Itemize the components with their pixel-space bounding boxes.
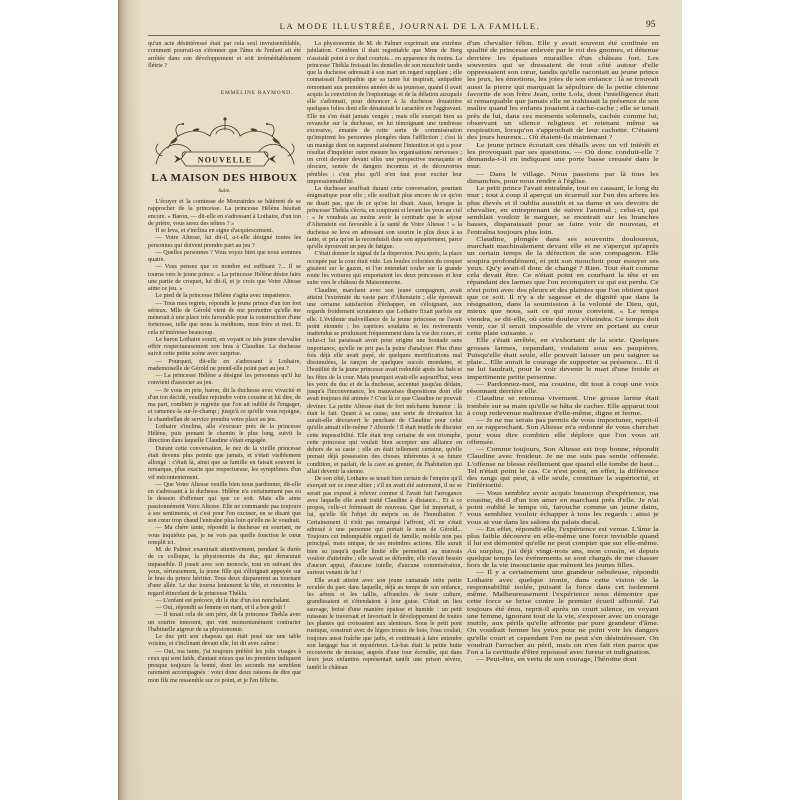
paragraph: — Pardonnez-moi, ma cousine, dit tout à coup une voix résonnant derrière elle.	[467, 380, 659, 395]
story-subtitle: Suite.	[218, 188, 231, 194]
column-1-text	[148, 198, 301, 796]
nouvelle-banner-ornament	[150, 114, 300, 170]
paragraph: — Vous semblez avoir acquis beaucoup d'expérience, ma cousine, dit-il d'un ton amer en marchant près d'elle. Je n'ai point oublié le temps où, farouche comme un jeune daim, vous sembliez vouloir échapper à tous les regards : ainsi je vous ai vue dans les salons du palais ducal.	[467, 489, 659, 526]
paragraph: M. de Palmer examinait attentivement, pendant la durée de ce colloque, la physionomie du duc, qui demeurait impassible. Il jouait avec son monocle, tout en suivant des yeux, sérieusement, la jeune fille qui s'éloignait appuyée sur le bras du prince héritier. Tous deux disparurent au tournant d'une allée. Le duc tourna lentement la tête, et rencontra le regard étincelant de la princesse Thékla.	[148, 546, 301, 597]
paragraph: De son côté, Lothaire se tenait bien certain de l'empire qu'il exerçait sur ce cœur altier ; s'il en avait été autrement, il ne se serait pas exposé à relever comme il l'avait fait l'arrogance avec laquelle elle avait traité Claudine à distance... Et à ce propos, celle-ci frémissait de nouveau. Que lui importait, à lui, qu'elle fût l'objet du mépris ou de l'humiliation ? Certainement il n'eût pas remarqué l'affront, s'il ne s'était adressé à une personne qui portait le nom de Gérold... Toujours cet indomptable orgueil de famille, mobile non pas principal, mais unique, de ses moindres actions. Elle aurait bien su jusqu'à quelle limite elle permettait au mauvais vouloir d'atteindre ; elle savait se défendre, elle n'avait besoin d'aucun appui, d'aucune tutelle, d'aucune commisération, surtout venant de lui !	[307, 475, 462, 577]
paragraph: — Ma chère tante, répondit la duchesse en souriant, ne vous inquiétez pas, je ne vois pas quelle fonction le cœur remplit ici.	[148, 524, 301, 546]
paragraph: Lothaire s'inclina, alla s'excuser près de la princesse Hélène, puis prenant le chemin le plus long, suivit la direction dans laquelle Claudine s'était engagée.	[148, 422, 301, 445]
paragraph: qu'un acte désintéressé était par cela seul invraisemblable, comment pourrait-on s'étonner que l'âme de l'enfant ait été arrêtée dans son développement et soit irrémédiablement flétrie ?	[148, 40, 301, 69]
paragraph: Il se leva, et s'inclina en signe d'acquiescement.	[155, 227, 273, 234]
paragraph: — Je vous en prie, baron, dit la duchesse avec vivacité et d'un ton décidé, veuillez rejoindre votre cousine et lui dire, de ma part, combien je regrette que l'on ait oublié de l'engager, et ramenez-la sur-le-champ ; jusqu'à ce qu'elle vous rejoigne, le chambellan de service prendra votre place au jeu.	[148, 386, 301, 423]
paragraph: — Que Votre Altesse veuille bien nous pardonner, dit-elle en s'adressant à la duchesse. Hélène n'a certainement pas eu le dessein d'offenser qui que ce soit. Mais elle aime passionnément Votre Altesse. Elle ne commande pas toujours à ses sentiments, et c'est pour l'en excuser, en se disant que son cœur trop chaud l'entraîne plus loin qu'elle ne le voudrait.	[148, 480, 301, 524]
column-2-text	[307, 40, 462, 796]
paragraph: Claudine se retourna vivement. Une grosse larme était tombée sur sa main qu'elle se hâta de cacher. Elle apparut tout à coup redevenue maîtresse d'elle-même, digne et ferme.	[467, 395, 659, 417]
banner-label: NOUVELLE	[197, 155, 253, 165]
paragraph: — Je ne me serais pas permis de vous importuner, reprit-il en se rapprochant. Son Altesse m'a ordonné de vous chercher pour vous dire combien elle déplore que l'on vous ait offensée.	[467, 417, 659, 446]
paragraph: — Pourquoi, dit-elle en s'adressant à Lothaire, mademoiselle de Gérold ne prend-elle point part au jeu ?	[148, 357, 301, 372]
paragraph: — Dans le village. Nous passions par là tous les dimanches, pour nous rendre à l'église.	[467, 170, 659, 185]
paragraph: Le jeune prince écoutait ces détails avec un vif intérêt et les provoquait par ses questions. — Où donc conduit-elle ? demanda-t-il en indiquant une porte basse creusée dans le mur.	[467, 141, 659, 171]
paragraph: Le duc prit son chapeau qui était posé sur une table voisine, et s'inclinant devant elle, lui dit avec calme :	[148, 633, 301, 648]
paragraph: Claudine, marchant avec son jeune compagnon, avait atteint l'extrémité du vaste parc d'Altenstein ; elle éprouvait une certaine satisfaction d'échapper, en s'éloignant, aux regards froidement scrutateurs que Lothaire fixait parfois sur elle. L'évidente malveillance de la jeune princesse ne l'avait point étonnée ; les caprices soudains et les revirements inattendus se produisent fréquemment dans la vie des cours, et celui-ci lui paraissait avoir pour origine une boutade sans importance, qu'elle ne prit pas la peine d'analyser. Plus d'une fois déjà elle avait payé, de quelques mortifications mal dissimulées, la rançon de quelques succès mondains, et l'hostilité de la jeune princesse avait redoublé après les bals et les fêtes de la cour. Mais pourquoi avait-elle aujourd'hui, sous les yeux du duc et de la duchesse, accentué jusqu'au dédain, jusqu'à l'inconvenance, les mauvaises dispositions dont elle avait toujours été animée ? C'est là ce que Claudine ne pouvait deviner. La petite Altesse était de fort méchante humeur : là était le fait. Quant à sa cause, une sorte de divination lui aurait-elle découvert le penchant de Claudine pour celui qu'elle aimait elle-même ? Absurde ! Il était inutile de discuter cette impossibilité. Elle était trop certaine de son triomphe, cette princesse qui voulait bien accepter une alliance en dehors de sa caste ; elle en était tellement certaine, qu'elle prenait déjà possession des choses inhérentes à sa future condition, et parlait, de la cave au grenier, de l'habitation qui allait devenir la sienne.	[307, 286, 462, 475]
page-number: 95	[646, 20, 656, 30]
paragraph: — Peut-être, en vertu de son courage, l'héroïne dont	[476, 656, 637, 664]
paragraph: — Oui, ma tante, j'ai toujours préféré les jolis visages à ceux qui sont laids, d'autant mieux que les premiers indiquent presque toujours la bonté, dont les seconds me semblent rarement accompagnés : voici donc deux raisons de dire que mon fils me ressemble sur ce point, et je l'en félicite.	[148, 647, 301, 684]
paragraph: — Il tenait cela de son père, dit la princesse Thékla avec un sourire innocent, qui vint momentanément contrarier l'habituelle aigreur de sa physionomie.	[148, 611, 301, 633]
header-rule	[148, 35, 660, 36]
paragraph: — La princesse Hélène a désigné les personnes qu'il lui convient d'associer au jeu.	[148, 372, 301, 387]
paragraph: — Quelles personnes ? Vous voyez bien que nous sommes quatre.	[148, 248, 301, 263]
column-1-intro	[148, 40, 301, 69]
page-gutter-shadow	[118, 0, 144, 800]
column-3-text	[467, 40, 659, 796]
paragraph: — Oui, répondit sa femme en riant, et il a bon goût !	[155, 604, 286, 611]
paragraph: Durant cette conversation, le nez de la vieille princesse était devenu plus pointu que jamais, et s'était visiblement allongé : c'était là, ainsi que sa famille en faisait souvent la remarque, plus exacte que respectueuse, les symptômes d'un vif mécontentement.	[148, 444, 301, 481]
paragraph: La physionomie de M. de Palmer exprimait une extrême jubilation. Combien il était regrettable que Mme de Berg n'assistât point à ce duel courtois... en apparence du moins. La princesse Thékla froissait les dentelles de son mouchoir tandis que la duchesse adressait à son mari un regard suppliant ; elle connaissait l'antipathie que sa tante lui inspirait, antipathie remontant aux premières années de sa jeunesse, quand il avait acquis la conviction de l'espionnage et de la délation auxquels elle s'adonnait, pour dénoncer à la duchesse douairière quelques folies dont elle dénaturait le caractère en l'aggravant. Elle ne s'en était jamais vengée ; mais elle exerçait bien sa revanche sur la duchesse, en lui témoignant une tendresse excessive, émanée de cette sorte de commisération qu'inspirent les personnes plongées dans l'affliction ; c'est là un manège dont on surprend aisément l'intention et qui a pour résultat d'inquiéter outre mesure les organisations nerveuses ; on croit deviner devant elles une perspective menaçante et obscure, semée de dangers inconnus et de découvertes pénibles : c'est plus qu'il n'en faut pour exciter leur impressionnabilité.	[307, 40, 462, 185]
paragraph: — Il y a certainement une grandeur nébuleuse, répondit Lothaire avec quelque ironie, dans cette vision de la responsabilité isolée, puisant la force dans cet isolement même. Malheureusement l'expérience nous démontre que cette force se brise contre le premier écueil affronté. J'ai toujours été ému, reprit-il après un court silence, en voyant une femme, ignorant tout de la vie, s'exposer avec un courage inutile, aux périls qu'elle affronte par pure grandeur d'âme. On voudrait fermer les yeux pour ne point voir les dangers qu'elle court et cependant l'on ne peut s'en désintéresser. On voudrait l'arracher au péril, mais on n'en fait rien parce que l'on a la certitude d'être repoussé avec fureur et indignation.	[467, 569, 659, 656]
author-signature: EMMELINE RAYMOND.	[220, 90, 293, 96]
paragraph: Le pied de la princesse Hélène s'agita avec impatience.	[155, 292, 292, 300]
running-header-title: LA MODE ILLUSTRÉE, JOURNAL DE LA FAMILLE.	[279, 21, 541, 31]
paragraph: d'un chevalier félon. Elle y avait souvent été confinée en qualité de princesse enlevée par le roi des gnomes, et détenue derrière les épaisses murailles d'un château fort. Les souvenirs qui se dressaient de tout côté autour d'elle oppressaient son cœur, tandis qu'elle racontait au jeune prince les jeux, les émotions, les joies de son enfance : là se trouvait aussi la pierre qui marquait la sépulture de la petite chienne favorite de son frère Jean, cette Lola, dont l'intelligence était si remarquable que jamais elle ne trahissait la présence de son maître quand les enfants jouaient à cache-cache ; elle se tenait près de lui, dans ces moments solennels, cachée comme lui, observant un silence religieux et retenant même sa respiration, lorsqu'on s'approchait de leur cachette. C'étaient des jours heureux... Où étaient-ils maintenant ?	[467, 40, 659, 142]
paragraph: — En effet, répondit-elle, l'expérience est venue. L'âme la plus faible découvre en elle-même une force invisible quand il lui est démontré qu'elle ne peut compter que sur elle-même. Au surplus, j'ai déjà vingt-trois ans, mon cousin, et depuis quelque temps les événements se sont chargés de me chasser hors de la vie insouciante que mènent les jeunes filles.	[467, 525, 659, 569]
story-title: LA MAISON DES HIBOUX	[151, 172, 298, 184]
paragraph: Elle s'était arrêtée, en s'exhortant de la sorte. Quelques grosses larmes, cependant, roulaient sous ses paupières. Puisqu'elle était seule, elle pouvait laisser un peu saigner sa plaie... Elle aurait le courage de supporter sa présence... Et il ne lui faudrait, pour le voir devenir le mari d'une froide et impertinente petite personne.	[467, 337, 659, 381]
paragraph: Le baron Lothaire sourit, en voyant ce très jeune chevalier offrir respectueusement son bras à Claudine. La duchesse suivit cette petite scène avec surprise.	[148, 335, 301, 358]
paragraph: — Tous mes regrets, répondit le jeune prince d'un ton fort sérieux. Mlle de Gérold vient de me promettre qu'elle me mènerait à une place très favorable pour la construction d'une forteresse, telle que nous la méditons, mon frère et moi. Et cela m'intéresse beaucoup.	[148, 299, 301, 336]
paragraph: La duchesse souffrait durant cette conversation, pourtant énigmatique pour elle ; elle souffrait plus encore de ce qu'on ne disait pas, que de ce qu'on lui disait. Aussi, lorsque la princesse Thékla s'écria, en soupirant et levant les yeux au ciel : « Je voudrais au moins avoir la certitude que le séjour d'Altenstein est favorable à la santé de Votre Altesse ! » la duchesse se leva en adressant son sourire le plus doux à sa tante, et pria qu'on la reconduisît dans son appartement, parce qu'elle éprouvait un peu de fatigue.	[307, 185, 462, 250]
paragraph: — Vous pensez que ce nombre est suffisant ?... Il se tourna vers le jeune prince. « La princesse Hélène désire faire une partie de croquet, lui dit-il, et je crois que Votre Altesse aime ce jeu. »	[148, 263, 301, 292]
paragraph: — Votre Altesse, lui dit-il, a-t-elle désigné toutes les personnes qui doivent prendre part au jeu ?	[148, 234, 301, 249]
paragraph: L'écuyer et la comtesse de Mourairdes se hâtèrent de se rapprocher de la princesse. La princesse Hélène hésitait encore. « Baron, — dit-elle en s'adressant à Lothaire, d'un ton de prière, vous serez des nôtres ? »	[148, 198, 301, 227]
paragraph: Claudine, plongée dans ses souvenirs douloureux, marchait machinalement devant elle et ne s'aperçut qu'après un certain temps de la défection de son compagnon. Elle soupira profondément, et prit son mouchoir pour essuyer ses yeux. Qu'y avait-il donc de changé ? Rien. Tout était comme cela devait être. Ce n'était point en courbant la tête et en répandant des larmes que l'on reconquiert ce qui est perdu. Ce n'est point avec des pleurs et des plaintes que l'on obtient quoi que ce soit. Il n'y a de sagesse et de dignité que dans la résignation, dans la soumission à la volonté de Dieu, qui, mieux que nous, sait ce qui nous convient. « Le temps viendra, se dit-elle, où cette douleur s'éteindra. Ce temps doit venir, car il serait impossible de vivre en portant au cœur cette plaie cuisante. »	[467, 235, 659, 337]
paragraph: — L'enfant est précoce, dit le duc d'un ton nonchalant.	[155, 596, 291, 604]
paragraph: C'était donner le signal de la dispersion. Peu après, la place occupée par la cour était vide. Les boules coloriées du croquet gisaient sur le gazon, et l'on entendait rouler sur la grande route les voitures qui emportaient les deux princesses et leur suite vers le château de Maisonmorne.	[307, 250, 462, 287]
paragraph: Le petit prince l'avait entraînée, tout en causant, le long du mur ; tout à coup il aperçut un écureuil sur l'un des arbres les plus élevés et il oublia aussitôt et sa dame et ses devoirs de chevalier, en entreprenant de suivre l'animal ; celui-ci, qui semblait vouloir le narguer, se montrait sur les branches basses, disparaissait pour se faire voir de nouveau, et l'entraîna toujours plus loin.	[467, 185, 659, 236]
paragraph: Elle avait atteint avec son jeune camarade cette partie reculée du parc dans laquelle, déjà au temps de son enfance, les arbres et les taillis, affranchis de toute culture, grandissaient et s'étendaient à leur guise. C'était un lieu sauvage, boisé d'une manière épaisse et humide : un petit ruisseau le traversait et favorisait le développement de toutes les plantes qui croissaient aux alentours. Sous le petit pont rustique, construit avec de légers troncs de bois, l'eau coulait, toujours aussi fraîche que jadis, et continuait à faire entendre son langage bas et mystérieux. Là-bas était la petite butte recouverte de mousse, auprès d'une tour écroulée, qui dans leurs jeux enfantins représentait tantôt une prison sévère, tantôt le château	[307, 576, 462, 671]
paragraph: — Comme toujours, Son Altesse est trop bonne, répondit Claudine avec froideur. Je ne me suis pas sentie offensée. L'offense ne blesse réellement que quand elle tombe de haut... Tel n'était point le cas. Ce n'est point, en effet, la différence des rangs qui peut, à elle seule, constituer la supériorité, et l'infériorité.	[467, 446, 659, 490]
